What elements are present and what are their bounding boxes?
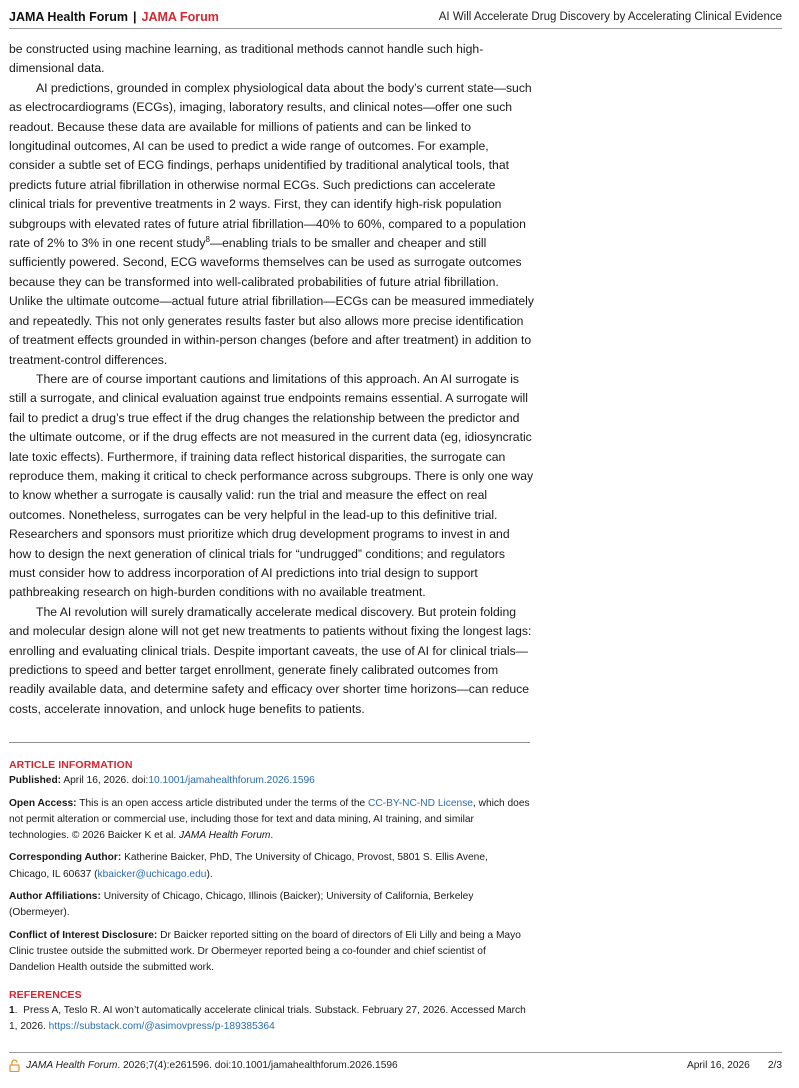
email-link[interactable]: kbaicker@uchicago.edu [97, 868, 207, 880]
reference-number: 1 [9, 1004, 15, 1016]
open-access-text-cont: , which does not permit alteration or commercial use, including those for text and data mining, AI training, and similar technologies. © 2026 Baicker K et al. [9, 797, 530, 842]
page-header [9, 6, 782, 29]
body-paragraph-2 [9, 79, 534, 370]
license-link[interactable]: CC-BY-NC-ND License [368, 797, 473, 809]
body-paragraph-3: There are of course important cautions and limitations of this approach. An AI surrogate is still a surrogate, and clinical evaluation against true endpoints remains essential. A surrogate will fail to predict a drug’s true effect if the drug changes the relationship between the predictor and the ultimate outcome, or if the drug effects are not measured in the current data (eg, idiosyncratic late toxic effects). Furthermore, if training data reflect historical disparities, the surrogate can reproduce them, making it critical to check performance across subgroups. There is only one way to know whether a surrogate is causally valid: run the trial and measure the effect on real outcomes. Nonetheless, surrogates can be very helpful in the lead-up to this definitive trial. Researchers and sponsors must prioritize which drug development programs to invest in and how to design the next generation of clinical trials for “undrugged” conditions; and regulators must consider how to address incorporation of AI predictions into trial design to support pathbreaking research on high-burden conditions with no available treatment. [9, 371, 534, 600]
article-info-heading: ARTICLE INFORMATION [9, 759, 133, 771]
corresponding-author-line [9, 850, 530, 883]
article-body [9, 40, 534, 719]
section-name[interactable]: JAMA Forum [141, 10, 219, 24]
page-number: 2/3 [767, 1059, 782, 1071]
published-text: April 16, 2026. doi: [61, 775, 149, 787]
open-access-line [9, 796, 530, 845]
affiliations-line [9, 889, 530, 922]
published-label: Published: [9, 775, 62, 787]
running-title: AI Will Accelerate Drug Discovery by Accelerating Clinical Evidence [438, 11, 782, 23]
section-divider [9, 742, 530, 743]
doi-link[interactable]: 10.1001/jamahealthforum.2026.1596 [148, 775, 315, 787]
footer-journal: JAMA Health Forum [26, 1059, 118, 1071]
body-paragraph-1: be constructed using machine learning, as traditional methods cannot handle such high-dimensional data. [9, 42, 484, 76]
open-access-lock-icon [9, 1059, 20, 1072]
footer-citation [26, 1060, 687, 1071]
open-access-end: . [270, 830, 274, 842]
open-access-label: Open Access: [9, 797, 77, 809]
open-access-text: This is an open access article distributed under the terms of the [76, 797, 369, 809]
reference-citation-8[interactable]: 8 [205, 235, 210, 244]
corresponding-end: ). [206, 868, 213, 880]
reference-text: Press A, Teslo R. AI won’t automatically accelerate clinical trials. Substack. February 27, 2026. Accessed March 1, 2026. [9, 1004, 526, 1033]
corresponding-text: Katherine Baicker, PhD, The University of Chicago, Provost, 5801 S. Ellis Avene, Chicago, IL 60637 ( [9, 852, 488, 880]
coi-label: Conflict of Interest Disclosure: [9, 929, 158, 941]
coi-line [9, 928, 530, 977]
reference-url-link[interactable]: https://substack.com/@asimovpress/p-189385364 [48, 1021, 275, 1033]
reference-item-1 [9, 1003, 530, 1036]
journal-brand [9, 10, 219, 24]
body-paragraph-2-part-b: —enabling trials to be smaller and cheaper and still sufficiently powered. Second, ECG waveforms themselves can be used as surrogate outcomes because they can be transformed into well-calibrated probabilities of future atrial fibrillation. Unlike the ultimate outcome—actual future atrial fibrillation—ECGs can be measured immediately and repeatedly. This not only generates results faster but also allows more precise identification of treatment effects grounded in within-person changes (before and after treatment) in addition to treatment-control differences. [9, 236, 534, 367]
footer-date: April 16, 2026 [686, 1059, 750, 1071]
coi-text: Dr Baicker reported sitting on the board of directors of Eli Lilly and being a Mayo Clinic trustee outside the submitted work. Dr Obermeyer reported being a co-founder and chief scientist of Dandelion Health outside the submitted work. [9, 929, 521, 974]
open-access-journal: JAMA Health Forum [179, 830, 271, 842]
brand-separator: | [133, 10, 137, 24]
corresponding-label: Corresponding Author: [9, 852, 122, 864]
footer-citation-text: . 2026;7(4):e261596. doi:10.1001/jamahealthforum.2026.1596 [117, 1059, 398, 1071]
references-heading: REFERENCES [9, 988, 82, 1001]
article-information [9, 757, 530, 1041]
page-footer [9, 1052, 782, 1077]
reference-number-dot: . [14, 1004, 24, 1016]
body-paragraph-4: The AI revolution will surely dramatically accelerate medical discovery. But protein folding and molecular design alone will not get new treatments to patients without fixing the longest lags: enrolling and evaluating clinical trials. Despite important caveats, the use of AI for clinical trials—predictions to speed and better target enrollment, generate finely calibrated outcomes from readily available data, and determine safety and efficacy over shorter time horizons—can reduce costs, accelerate innovation, and unlock huge benefits to patients. [9, 604, 532, 716]
published-line [9, 773, 530, 789]
body-paragraph-2-part-a: AI predictions, grounded in complex physiological data about the body’s current state—such as electrocardiograms (ECGs), imaging, laboratory results, and clinical notes—offer one such readout. Because these data are available for millions of patients and can be linked to longitudinal outcomes, AI can be used to predict a wide range of outcomes. For example, consider a subtle set of ECG findings, perhaps unidentified by traditional analytical tools, that predicts future atrial fibrillation in otherwise normal ECGs. Such predictions can accelerate clinical trials for preventive treatments in 2 ways. First, they can identify high-risk population subgroups with elevated rates of future atrial fibrillation—40% to 60%, compared to a population rate of 2% to 3% in one recent study [9, 80, 532, 251]
affiliations-text: University of Chicago, Chicago, Illinois (Baicker); University of California, Berkeley (Obermeyer). [9, 891, 474, 919]
journal-name[interactable]: JAMA Health Forum [9, 10, 128, 24]
affiliations-label: Author Affiliations: [9, 891, 101, 903]
